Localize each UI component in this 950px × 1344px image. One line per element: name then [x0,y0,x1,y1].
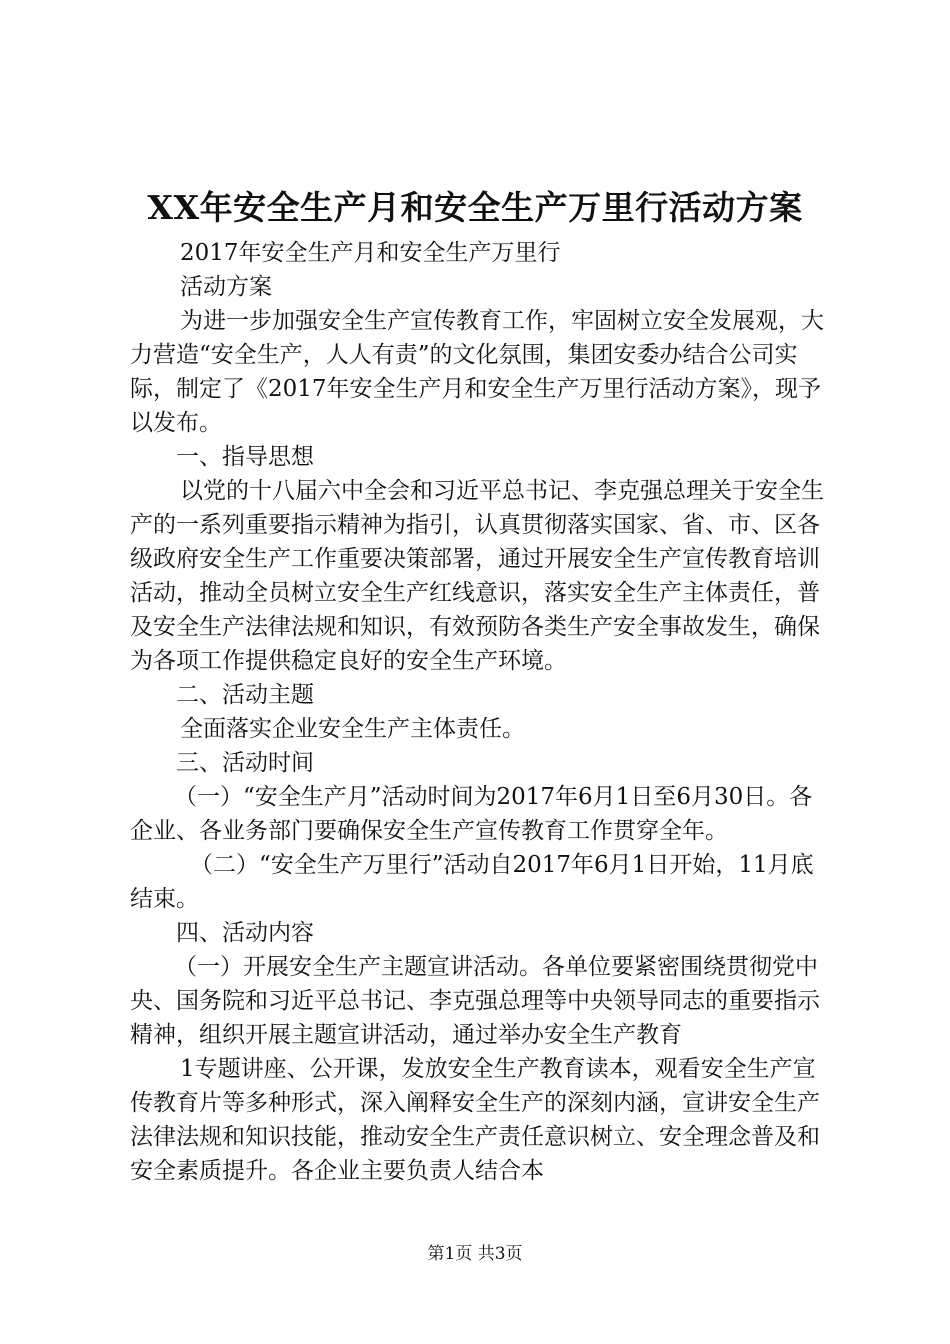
paragraph-subtitle-line-2: 活动方案 [180,274,272,300]
document-body [130,236,830,1188]
paragraph-activity-time-2: （二）“安全生产万里行”活动自2017年6月1日开始，11月底结束。 [130,852,814,912]
section-heading-activity-content: 四、活动内容 [176,920,314,946]
document-title: XX年安全生产月和安全生产万里行活动方案 [147,188,803,227]
paragraph-activity-theme: 全面落实企业安全生产主体责任。 [180,716,525,742]
paragraph-subtitle-line-1: 2017年安全生产月和安全生产万里行 [180,240,561,266]
page-footer: 第1页 共3页 [427,1244,523,1264]
paragraph-activity-content-1: （一）开展安全生产主题宣讲活动。各单位要紧密围绕贯彻党中央、国务院和习近平总书记、李克强总理等中央领导同志的重要指示精神，组织开展主题宣讲活动，通过举办安全生产教育 [130,954,820,1048]
section-heading-activity-theme: 二、活动主题 [176,682,314,708]
paragraph-activity-time-1: （一）“安全生产月”活动时间为2017年6月1日至6月30日。各企业、各业务部门要确保安全生产宣传教育工作贯穿全年。 [130,784,813,844]
paragraph-intro: 为进一步加强安全生产宣传教育工作，牢固树立安全发展观，大力营造“安全生产，人人有责”的文化氛围，集团安委办结合公司实际，制定了《2017年安全生产月和安全生产万里行活动方案》，现予以发布。 [130,308,824,436]
paragraph-activity-content-2: 1专题讲座、公开课，发放安全生产教育读本，观看安全生产宣传教育片等多种形式，深入阐释安全生产的深刻内涵，宣讲安全生产法律法规和知识技能，推动安全生产责任意识树立、安全理念普及和安全素质提升。各企业主要负责人结合本 [130,1056,820,1184]
section-heading-activity-time: 三、活动时间 [176,750,314,776]
section-heading-guiding-ideology: 一、指导思想 [176,444,314,470]
paragraph-guiding-ideology: 以党的十八届六中全会和习近平总书记、李克强总理关于安全生产的一系列重要指示精神为指引，认真贯彻落实国家、省、市、区各级政府安全生产工作重要决策部署，通过开展安全生产宣传教育培训活动，推动全员树立安全生产红线意识，落实安全生产主体责任，普及安全生产法律法规和知识，有效预防各类生产安全事故发生，确保为各项工作提供稳定良好的安全生产环境。 [130,478,824,674]
